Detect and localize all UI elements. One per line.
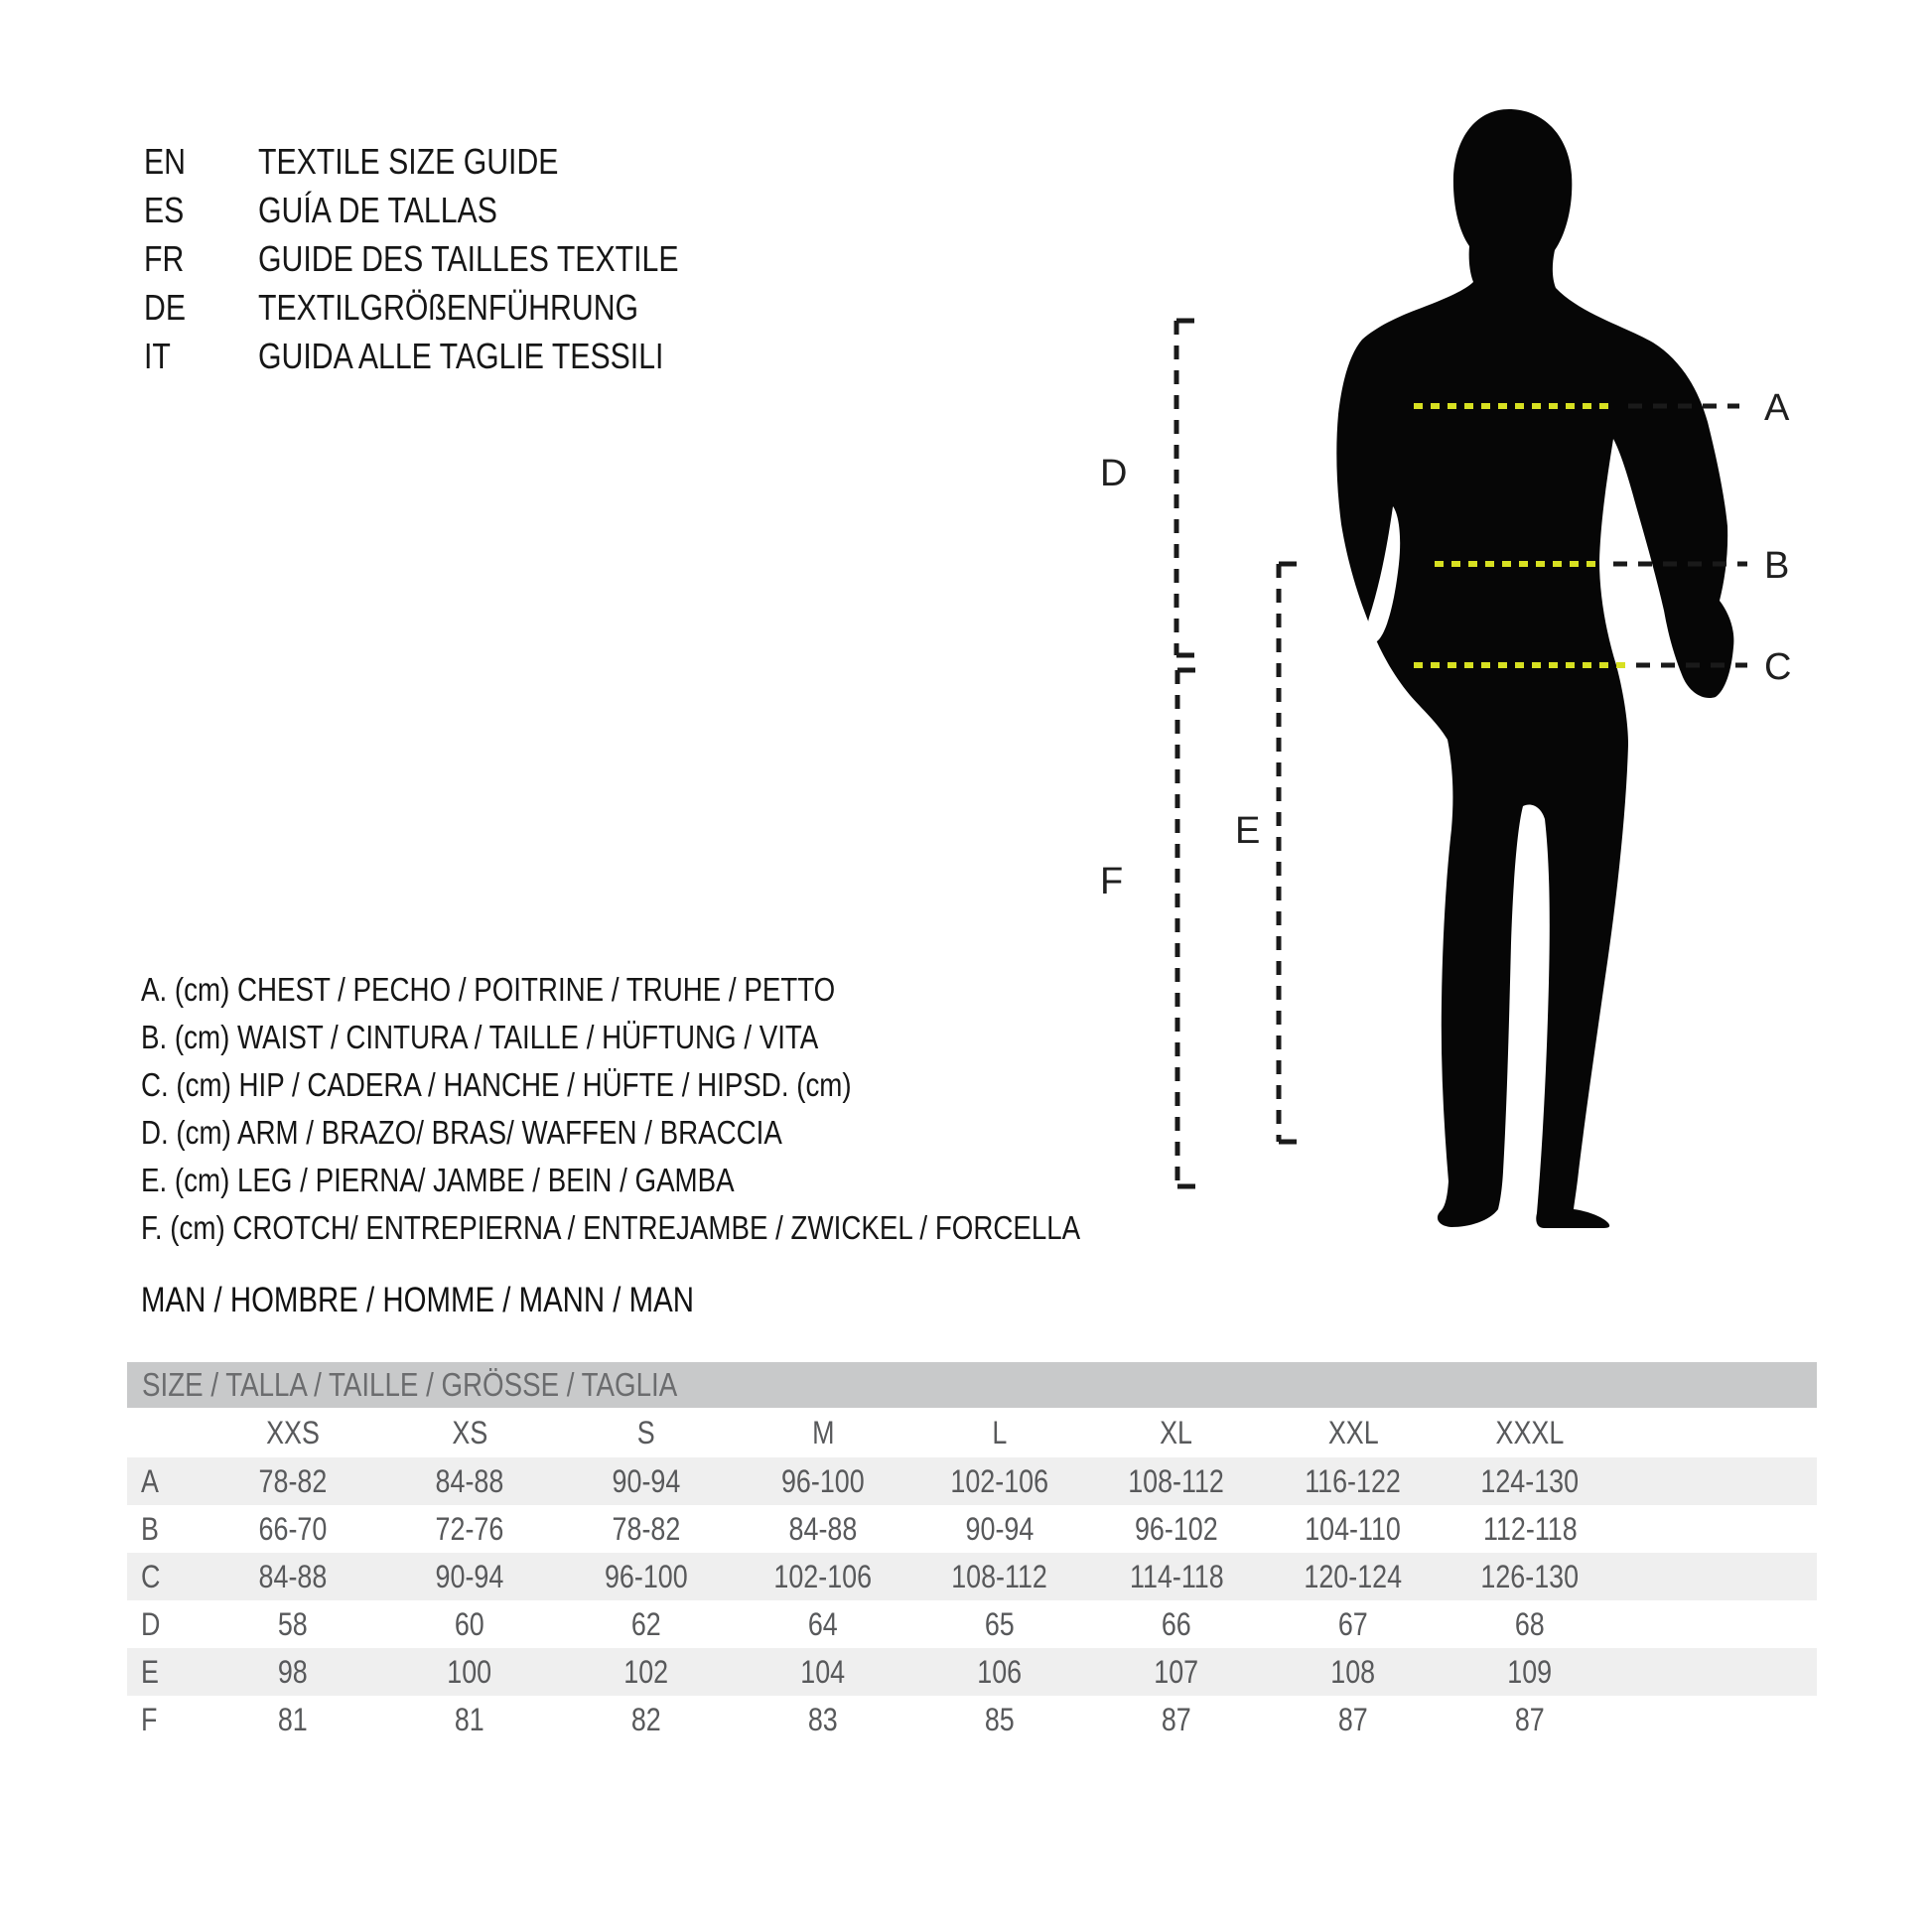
size-col-xxl: XXL bbox=[1327, 1414, 1379, 1450]
cell: 87 bbox=[1515, 1701, 1545, 1737]
cell: 78-82 bbox=[258, 1462, 328, 1499]
language-code: ES bbox=[144, 189, 185, 230]
cell: 108-112 bbox=[1128, 1462, 1225, 1499]
cell: 108 bbox=[1330, 1653, 1376, 1690]
cell: 90-94 bbox=[965, 1510, 1035, 1547]
size-col-xs: XS bbox=[452, 1414, 487, 1450]
cell: 78-82 bbox=[612, 1510, 681, 1547]
measurement-legend bbox=[141, 966, 1259, 1252]
row-label: F bbox=[141, 1701, 158, 1737]
language-title: TEXTILGRÖßENFÜHRUNG bbox=[258, 286, 639, 328]
cell: 85 bbox=[985, 1701, 1015, 1737]
cell: 96-102 bbox=[1135, 1510, 1218, 1547]
legend-line-crotch: F. (cm) CROTCH/ ENTREPIERNA / ENTREJAMBE / ZWICKEL / FORCELLA bbox=[141, 1209, 1081, 1246]
size-col-xl: XL bbox=[1160, 1414, 1193, 1450]
cell: 66 bbox=[1162, 1605, 1191, 1642]
language-row-de bbox=[144, 283, 759, 332]
cell: 112-118 bbox=[1482, 1510, 1578, 1547]
cell: 65 bbox=[985, 1605, 1015, 1642]
cell: 72-76 bbox=[435, 1510, 504, 1547]
table-row-hip bbox=[127, 1553, 1817, 1600]
figure-label-leg: E bbox=[1235, 810, 1261, 852]
cell: 108-112 bbox=[951, 1558, 1048, 1594]
legend-line-chest: A. (cm) CHEST / PECHO / POITRINE / TRUHE / PETTO bbox=[141, 971, 836, 1008]
figure-label-crotch: F bbox=[1100, 861, 1124, 902]
size-header-row bbox=[127, 1408, 1817, 1457]
figure-label-chest: A bbox=[1764, 387, 1790, 429]
cell: 82 bbox=[631, 1701, 661, 1737]
figure-label-waist: B bbox=[1764, 545, 1790, 587]
language-code: IT bbox=[144, 335, 171, 376]
size-table-header-bar: SIZE / TALLA / TAILLE / GRÖSSE / TAGLIA bbox=[127, 1362, 1817, 1408]
cell: 126-130 bbox=[1480, 1558, 1580, 1594]
table-row-chest bbox=[127, 1457, 1817, 1505]
cell: 60 bbox=[455, 1605, 484, 1642]
language-row-es bbox=[144, 186, 759, 234]
cell: 62 bbox=[631, 1605, 661, 1642]
cell: 109 bbox=[1507, 1653, 1553, 1690]
figure-label-arm: D bbox=[1100, 453, 1128, 494]
cell: 114-118 bbox=[1129, 1558, 1224, 1594]
row-label: D bbox=[141, 1605, 161, 1642]
language-code: DE bbox=[144, 286, 187, 328]
row-label: B bbox=[141, 1510, 159, 1547]
language-title: GUIDA ALLE TAGLIE TESSILI bbox=[258, 335, 664, 376]
language-title: TEXTILE SIZE GUIDE bbox=[258, 140, 559, 182]
size-table bbox=[127, 1362, 1817, 1743]
row-label: C bbox=[141, 1558, 161, 1594]
cell: 84-88 bbox=[435, 1462, 504, 1499]
cell: 81 bbox=[455, 1701, 484, 1737]
size-col-xxxl: XXXL bbox=[1495, 1414, 1565, 1450]
cell: 96-100 bbox=[781, 1462, 865, 1499]
cell: 64 bbox=[808, 1605, 838, 1642]
audience-heading: MAN / HOMBRE / HOMME / MANN / MAN bbox=[141, 1281, 694, 1319]
row-label: E bbox=[141, 1653, 159, 1690]
figure-label-hip: C bbox=[1764, 646, 1792, 688]
language-code: FR bbox=[144, 237, 185, 279]
table-row-waist bbox=[127, 1505, 1817, 1553]
size-col-m: M bbox=[811, 1414, 835, 1450]
language-code: EN bbox=[144, 140, 187, 182]
cell: 98 bbox=[278, 1653, 308, 1690]
cell: 107 bbox=[1154, 1653, 1199, 1690]
cell: 106 bbox=[977, 1653, 1023, 1690]
cell: 68 bbox=[1515, 1605, 1545, 1642]
language-title: GUÍA DE TALLAS bbox=[258, 189, 497, 230]
cell: 102-106 bbox=[950, 1462, 1049, 1499]
language-row-fr bbox=[144, 234, 759, 283]
table-row-arm bbox=[127, 1600, 1817, 1648]
cell: 102 bbox=[623, 1653, 669, 1690]
man-silhouette bbox=[1336, 109, 1733, 1228]
size-col-xxs: XXS bbox=[266, 1414, 320, 1450]
cell: 102-106 bbox=[773, 1558, 873, 1594]
cell: 104 bbox=[800, 1653, 846, 1690]
cell: 100 bbox=[447, 1653, 492, 1690]
size-col-l: L bbox=[992, 1414, 1008, 1450]
cell: 66-70 bbox=[258, 1510, 328, 1547]
cell: 120-124 bbox=[1304, 1558, 1403, 1594]
language-row-en bbox=[144, 137, 759, 186]
table-row-leg bbox=[127, 1648, 1817, 1696]
cell: 58 bbox=[278, 1605, 308, 1642]
cell: 84-88 bbox=[788, 1510, 858, 1547]
table-row-crotch bbox=[127, 1696, 1817, 1743]
cell: 81 bbox=[278, 1701, 308, 1737]
cell: 84-88 bbox=[258, 1558, 328, 1594]
row-label: A bbox=[141, 1462, 159, 1499]
legend-line-leg: E. (cm) LEG / PIERNA/ JAMBE / BEIN / GAMBA bbox=[141, 1162, 735, 1198]
language-row-it bbox=[144, 332, 759, 380]
cell: 67 bbox=[1338, 1605, 1368, 1642]
cell: 90-94 bbox=[612, 1462, 681, 1499]
cell: 116-122 bbox=[1305, 1462, 1402, 1499]
language-title: GUIDE DES TAILLES TEXTILE bbox=[258, 237, 679, 279]
cell: 87 bbox=[1162, 1701, 1191, 1737]
size-col-s: S bbox=[637, 1414, 655, 1450]
legend-line-hip: C. (cm) HIP / CADERA / HANCHE / HÜFTE / HIPSD. (cm) bbox=[141, 1066, 852, 1103]
legend-line-arm: D. (cm) ARM / BRAZO/ BRAS/ WAFFEN / BRACCIA bbox=[141, 1114, 782, 1151]
cell: 83 bbox=[808, 1701, 838, 1737]
cell: 104-110 bbox=[1305, 1510, 1402, 1547]
language-title-block bbox=[144, 137, 759, 380]
cell: 87 bbox=[1338, 1701, 1368, 1737]
legend-line-waist: B. (cm) WAIST / CINTURA / TAILLE / HÜFTUNG / VITA bbox=[141, 1019, 819, 1055]
cell: 124-130 bbox=[1480, 1462, 1580, 1499]
cell: 96-100 bbox=[605, 1558, 688, 1594]
cell: 90-94 bbox=[435, 1558, 504, 1594]
